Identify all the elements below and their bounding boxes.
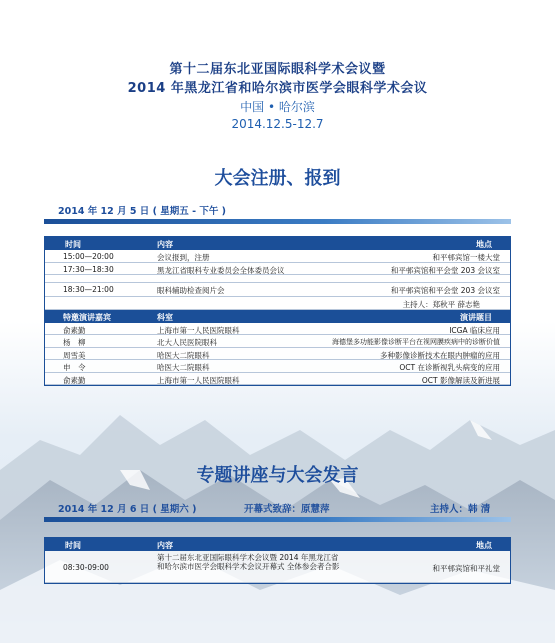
row-time: 08:30-09:00 — [63, 563, 109, 572]
header-speaker: 特邀演讲嘉宾 — [63, 312, 111, 322]
row-content: 眼科辅助检查阅片会 — [157, 286, 225, 295]
table-header-row — [45, 538, 510, 551]
header-time: 时间 — [65, 240, 81, 249]
divider-bar — [44, 219, 511, 224]
schedule-table-dec5 — [44, 236, 511, 386]
row-location: 和平邨宾馆和平礼堂 — [432, 564, 500, 573]
row-time: 18:30—21:00 — [63, 285, 114, 294]
row-location: 和平邨宾馆和平会堂 203 会议室 — [390, 265, 500, 275]
divider-bar — [44, 517, 511, 522]
table-row — [45, 263, 510, 276]
table-row — [45, 283, 510, 297]
speaker-name: 俞素勤 — [63, 325, 86, 335]
section-title-registration: 大会注册、报到 — [214, 168, 341, 189]
speaker-name: 杨 柳 — [63, 338, 86, 347]
speaker-dept: 上海市第一人民医院眼科 — [157, 325, 240, 335]
header-dept: 科室 — [157, 312, 173, 322]
speaker-topic: 海德堡多功能影像诊断平台在视网膜疾病中的诊断价值 — [332, 338, 500, 346]
row-content: 会议报到，注册 — [157, 253, 210, 262]
speaker-dept: 北大人民医院眼科 — [157, 338, 217, 347]
table-row — [45, 250, 510, 263]
speaker-topic: 多种影像诊断技术在眼内肿瘤的应用 — [380, 350, 500, 360]
title-line-2: 2014 年黑龙江省和哈尔滨市医学会眼科学术会议 — [127, 81, 428, 96]
speaker-name: 申 令 — [63, 363, 86, 372]
speaker-name: 俞素勤 — [63, 375, 86, 385]
header-location: 地点 — [476, 240, 492, 249]
row-content: 第十二届东北亚国际眼科学术会议暨 2014 年黑龙江省和哈尔滨市医学会眼科学术会议开幕式 全体参会者合影 — [157, 553, 340, 571]
header-location: 地点 — [476, 541, 492, 550]
table-row — [45, 551, 510, 583]
place: 中国 • 哈尔滨 — [240, 100, 315, 114]
speaker-row — [45, 360, 510, 373]
opening-speech-label: 开幕式致辞：原慧萍 — [244, 504, 330, 515]
speaker-topic: ICGA 临床应用 — [449, 325, 500, 335]
header-content: 内容 — [157, 541, 173, 550]
host-label: 主持人：韩 清 — [430, 504, 491, 515]
speaker-row — [45, 348, 510, 361]
host-label: 主持人：郑秋平 薛志艳 — [402, 300, 480, 309]
row-location: 和平邨宾馆一楼大堂 — [432, 253, 500, 262]
header-content: 内容 — [157, 240, 173, 249]
title-line-1: 第十二届东北亚国际眼科学术会议暨 — [169, 62, 386, 77]
speaker-dept: 哈医大二院眼科 — [157, 350, 210, 360]
header-time: 时间 — [65, 541, 81, 550]
speaker-topic: OCT 影像解读及新进展 — [421, 375, 500, 385]
row-content: 黑龙江省眼科专业委员会全体委员会议 — [157, 265, 285, 275]
speaker-dept: 上海市第一人民医院眼科 — [157, 375, 240, 385]
event-dates: 2014.12.5-12.7 — [231, 117, 324, 131]
header-topic: 演讲题目 — [460, 312, 492, 322]
speaker-dept: 哈医大二院眼科 — [157, 363, 210, 372]
table-spacer — [45, 275, 510, 283]
schedule-table-dec6 — [44, 537, 511, 584]
table-header-row — [45, 237, 510, 250]
section-title-lectures: 专题讲座与大会发言 — [196, 465, 359, 486]
speaker-row — [45, 335, 510, 348]
row-time: 17:30—18:30 — [63, 264, 114, 274]
speaker-topic: OCT 在诊断视乳头病变的应用 — [399, 363, 500, 372]
row-time: 15:00—20:00 — [63, 252, 114, 261]
speaker-row — [45, 373, 510, 386]
host-row — [45, 297, 510, 310]
speaker-name: 周雪美 — [63, 350, 86, 360]
speaker-header-row — [45, 310, 510, 323]
speaker-row — [45, 323, 510, 336]
day-label-dec6: 2014 年 12 月 6 日 ( 星期六 ) — [58, 504, 197, 515]
day-label-dec5: 2014 年 12 月 5 日 ( 星期五 - 下午 ) — [58, 206, 226, 217]
row-location: 和平邨宾馆和平会堂 203 会议室 — [390, 286, 500, 295]
